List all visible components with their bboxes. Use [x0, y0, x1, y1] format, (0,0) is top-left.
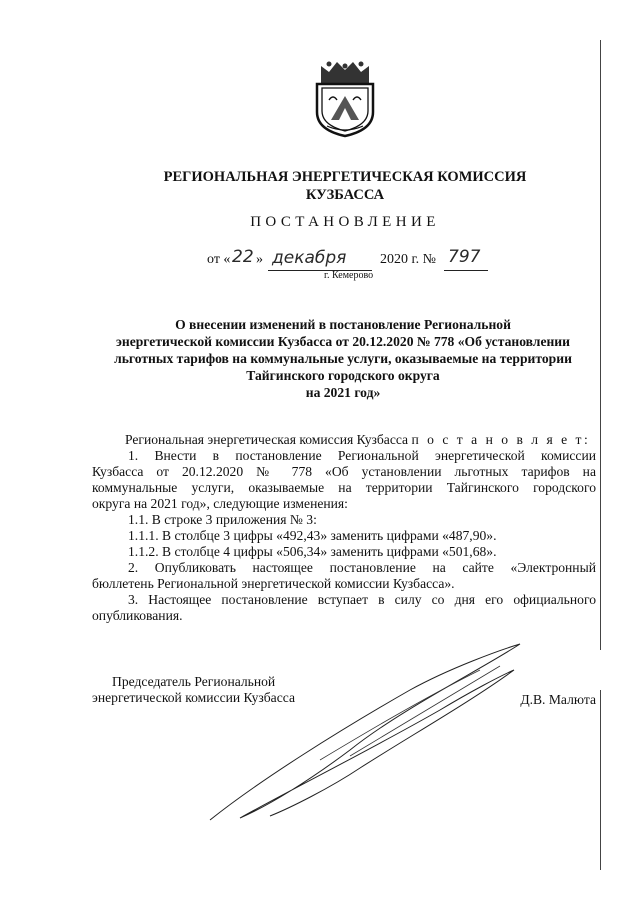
item-3-line-1: 3. Настоящее постановление вступает в силу со дня его официального	[128, 592, 596, 607]
item-1-1-1: 1.1.1. В столбце 3 цифры «492,43» заменить цифрами «487,90».	[128, 528, 497, 543]
date-day-close: »	[256, 252, 263, 267]
coat-of-arms-emblem	[313, 56, 377, 138]
document-type: ПОСТАНОВЛЕНИЕ	[250, 214, 440, 230]
preamble-text: Региональная энергетическая комиссия Кузбасса	[125, 432, 409, 447]
date-year: 2020 г. №	[380, 252, 437, 267]
item-3-line-2: опубликования.	[92, 608, 183, 623]
subject-line-2: энергетической комиссии Кузбасса от 20.12.2020 № 778 «Об установлении	[116, 334, 570, 349]
item-1-line-3: коммунальные услуги, оказываемые на территории Тайгинского городского	[92, 480, 596, 495]
item-1-line-2: Кузбасса от 20.12.2020 № 778 «Об установлении льготных тарифов на	[92, 464, 596, 479]
resolves-word: п о с т а н о в л я е т:	[411, 432, 591, 447]
organization-title-line-1: РЕГИОНАЛЬНАЯ ЭНЕРГЕТИЧЕСКАЯ КОМИССИЯ	[163, 169, 527, 185]
city-name: г. Кемерово	[324, 270, 374, 281]
subject-line-1: О внесении изменений в постановление Региональной	[175, 317, 511, 332]
signatory-title-line-2: энергетической комиссии Кузбасса	[92, 690, 295, 705]
date-month: декабря	[272, 248, 347, 268]
subject-line-3: льготных тарифов на коммунальные услуги, оказываемые на территории	[114, 351, 572, 366]
subject-line-4: Тайгинского городского округа	[246, 368, 440, 383]
number-underline	[444, 270, 488, 271]
document-number: 797	[448, 247, 481, 267]
document-subject	[90, 316, 596, 401]
organization-title-line-2: КУЗБАССА	[305, 187, 385, 203]
handwritten-signature	[200, 640, 530, 830]
item-2-line-1: 2. Опубликовать настоящее постановление на сайте «Электронный	[128, 560, 596, 575]
organization-title	[150, 168, 540, 204]
subject-line-5: на 2021 год»	[305, 385, 381, 400]
document-body	[92, 432, 596, 624]
date-line	[0, 246, 640, 286]
preamble	[88, 432, 596, 448]
signatory-name: Д.В. Малюта	[520, 692, 596, 707]
item-1-1: 1.1. В строке 3 приложения № 3:	[128, 512, 317, 527]
item-1-1-2: 1.1.2. В столбце 4 цифры «506,34» заменить цифрами «501,68».	[128, 544, 497, 559]
date-day: 22	[232, 247, 254, 267]
signatory-title-line-1: Председатель Региональной	[112, 674, 276, 689]
item-2-line-2: бюллетень Региональной энергетической комиссии Кузбасса».	[92, 576, 455, 591]
date-prefix: от «	[207, 252, 231, 267]
page-edge-line	[600, 40, 601, 650]
item-1-line-4: округа на 2021 год», следующие изменения:	[92, 496, 348, 511]
page-edge-line-lower	[600, 690, 601, 870]
item-1-line-1: 1. Внести в постановление Региональной энергетической комиссии	[128, 448, 596, 463]
